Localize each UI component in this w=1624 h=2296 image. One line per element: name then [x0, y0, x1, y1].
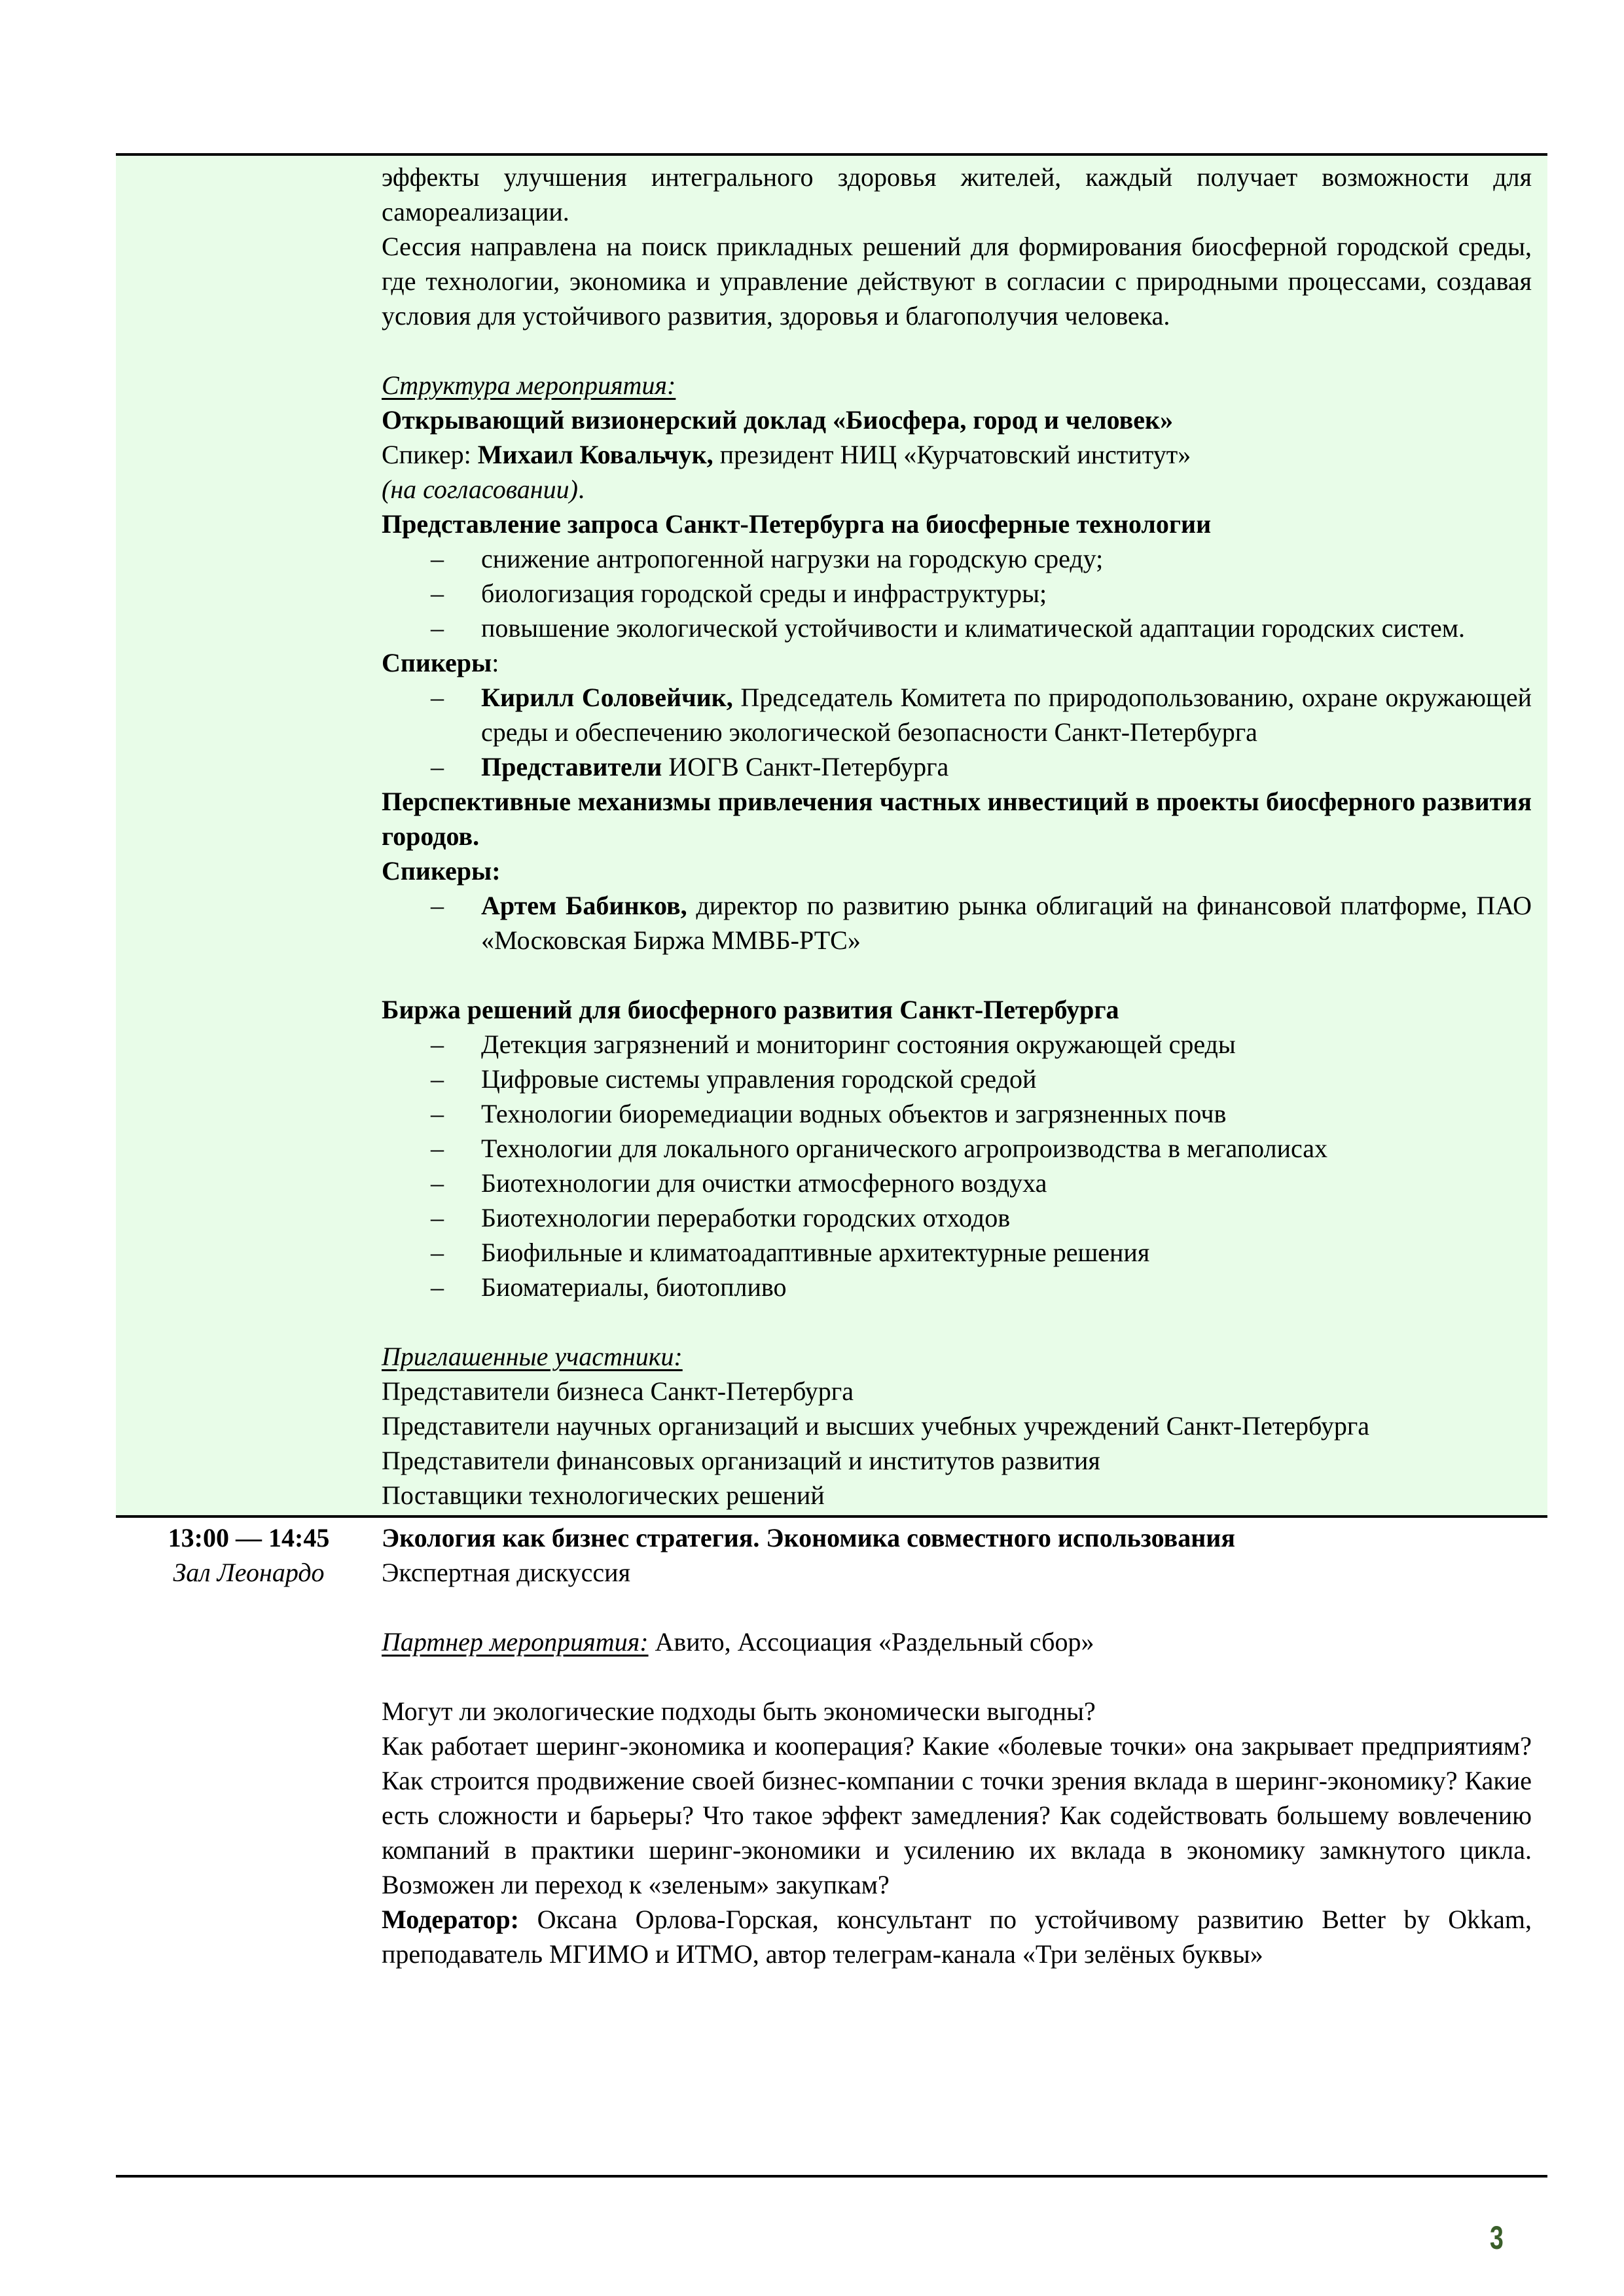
list-item: [382, 1200, 1532, 1235]
dash-bullet-icon: –: [431, 1272, 444, 1302]
list-item-text: снижение антропогенной нагрузки на городскую среду;: [481, 544, 1104, 573]
session-room: Зал Леонардо: [173, 1558, 325, 1587]
investments-speakers-list: [382, 888, 1532, 958]
speaker-name: Представители: [481, 752, 662, 781]
list-item: [382, 541, 1532, 576]
speakers-heading: [382, 645, 1532, 680]
list-item: [382, 1027, 1532, 1062]
dash-bullet-icon: –: [431, 579, 444, 608]
dash-bullet-icon: –: [431, 1168, 444, 1198]
list-item: [382, 1062, 1532, 1096]
bottom-divider: [116, 2175, 1547, 2178]
approval-note-suffix: .: [577, 475, 585, 504]
list-item-text: Биотехнологии переработки городских отходов: [481, 1203, 1011, 1232]
dash-bullet-icon: –: [431, 613, 444, 643]
investments-title: Перспективные механизмы привлечения частных инвестиций в проекты биосферного развития городов.: [382, 787, 1532, 851]
list-item-text: Биоматериалы, биотопливо: [481, 1272, 787, 1302]
list-item-text: повышение экологической устойчивости и климатической адаптации городских систем.: [481, 613, 1466, 643]
session-time: 13:00 — 14:45: [168, 1523, 330, 1552]
speakers-colon: :: [492, 648, 499, 677]
invited-item: Представители финансовых организаций и институтов развития: [382, 1446, 1100, 1475]
time-cell-empty: [116, 156, 382, 1515]
list-item-text: Технологии для локального органического агропроизводства в мегаполисах: [481, 1134, 1327, 1163]
dash-bullet-icon: –: [431, 1099, 444, 1128]
speaker-role: ИОГВ Санкт-Петербурга: [662, 752, 949, 781]
partner-value: Авито, Ассоциация «Раздельный сбор»: [648, 1627, 1094, 1657]
dash-bullet-icon: –: [431, 683, 444, 712]
program-table: [116, 153, 1547, 1971]
speaker-item: [382, 680, 1532, 749]
dash-bullet-icon: –: [431, 544, 444, 573]
session-description: [382, 1518, 1532, 1971]
list-item-text: Цифровые системы управления городской средой: [481, 1064, 1037, 1094]
moderator-value: Оксана Орлова-Горская, консультант по устойчивому развитию Better by Okkam, преподаватель МГИМО и ИТМО, автор телеграм-канала «Три зелёных буквы»: [382, 1905, 1532, 1969]
list-item: [382, 1096, 1532, 1131]
exchange-list: [382, 1027, 1532, 1304]
intro-paragraph: Сессия направлена на поиск прикладных решений для формирования биосферной городской среды, где технологии, экономика и управление действуют в согласии с природными процессами, создавая условия для устойчивого развития, здоровья и благополучия человека.: [382, 232, 1532, 331]
list-item: [382, 1235, 1532, 1270]
list-item-text: биологизация городской среды и инфраструктуры;: [481, 579, 1047, 608]
list-item-text: Детекция загрязнений и мониторинг состояния окружающей среды: [481, 1030, 1236, 1059]
invited-item: Поставщики технологических решений: [382, 1480, 825, 1510]
speaker-name: Михаил Ковальчук,: [477, 440, 713, 469]
speakers-label: Спикеры: [382, 648, 492, 677]
speaker-prefix: Спикер:: [382, 440, 478, 469]
speaker-role: директор по развитию рынка облигаций на финансовой платформе, ПАО «Московская Биржа ММВБ-РТС»: [481, 891, 1532, 955]
intro-paragraph: эффекты улучшения интегрального здоровья жителей, каждый получает возможности для самореализации.: [382, 162, 1532, 226]
list-item: [382, 1270, 1532, 1304]
speaker-name: Кирилл Соловейчик,: [481, 683, 733, 712]
list-item-text: Биотехнологии для очистки атмосферного воздуха: [481, 1168, 1047, 1198]
speaker-item: [382, 749, 1532, 784]
invited-item: Представители бизнеса Санкт-Петербурга: [382, 1376, 854, 1406]
list-item-text: Технологии биоремедиации водных объектов и загрязненных почв: [481, 1099, 1227, 1128]
session-row-ecology-business: [116, 1515, 1547, 1971]
question-paragraph: Могут ли экологические подходы быть экономически выгодны?: [382, 1696, 1096, 1726]
speaker-role: президент НИЦ «Курчатовский институт»: [713, 440, 1191, 469]
request-title: Представление запроса Санкт-Петербурга на биосферные технологии: [382, 509, 1212, 539]
dash-bullet-icon: –: [431, 1064, 444, 1094]
session-title: Экология как бизнес стратегия. Экономика совместного использования: [382, 1523, 1235, 1552]
speaker-name: Артем Бабинков,: [481, 891, 687, 920]
page-number: 3: [1490, 2219, 1504, 2256]
request-speakers-list: [382, 680, 1532, 784]
partner-label: Партнер мероприятия:: [382, 1627, 649, 1657]
dash-bullet-icon: –: [431, 752, 444, 781]
opening-report-title: Открывающий визионерский доклад «Биосфера, город и человек»: [382, 405, 1174, 435]
time-cell: [116, 1518, 382, 1971]
dash-bullet-icon: –: [431, 1134, 444, 1163]
list-item-text: Биофильные и климатоадаптивные архитектурные решения: [481, 1238, 1150, 1267]
list-item: [382, 1166, 1532, 1200]
session-row-biosphere: [116, 153, 1547, 1515]
approval-note-text: (на согласовании): [382, 475, 578, 504]
list-item: [382, 1131, 1532, 1166]
dash-bullet-icon: –: [431, 891, 444, 920]
dash-bullet-icon: –: [431, 1238, 444, 1267]
question-paragraph: Как работает шеринг-экономика и кооперация? Какие «болевые точки» она закрывает предприятиям? Как строится продвижение своей бизнес-компании с точки зрения вклада в шеринг-экономику? Какие есть сложности и барьеры? Что такое эффект замедления? Как содействовать большему вовлечению компаний в практики шеринг-экономики и усилению их вклада в экономику замкнутого цикла. Возможен ли переход к «зеленым» закупкам?: [382, 1731, 1532, 1899]
invited-label: Приглашенные участники:: [382, 1342, 683, 1371]
moderator-label: Модератор:: [382, 1905, 519, 1934]
list-item: [382, 611, 1532, 645]
dash-bullet-icon: –: [431, 1030, 444, 1059]
request-list: [382, 541, 1532, 645]
session-format: Экспертная дискуссия: [382, 1558, 630, 1587]
partner-line: [382, 1624, 1532, 1659]
exchange-title: Биржа решений для биосферного развития Санкт-Петербурга: [382, 995, 1119, 1024]
list-item: [382, 576, 1532, 611]
session-description: [382, 156, 1532, 1515]
invited-item: Представители научных организаций и высших учебных учреждений Санкт-Петербурга: [382, 1411, 1369, 1441]
dash-bullet-icon: –: [431, 1203, 444, 1232]
speaker-item: [382, 888, 1532, 958]
opening-report-speaker: [382, 437, 1532, 472]
investments-speakers-label: Спикеры:: [382, 856, 501, 886]
moderator-line: [382, 1902, 1532, 1971]
structure-label: Структура мероприятия:: [382, 370, 676, 400]
speaker-role: Председатель Комитета по природопользованию, охране окружающей среды и обеспечению экологической безопасности Санкт-Петербурга: [481, 683, 1532, 747]
approval-note: [382, 472, 1532, 507]
